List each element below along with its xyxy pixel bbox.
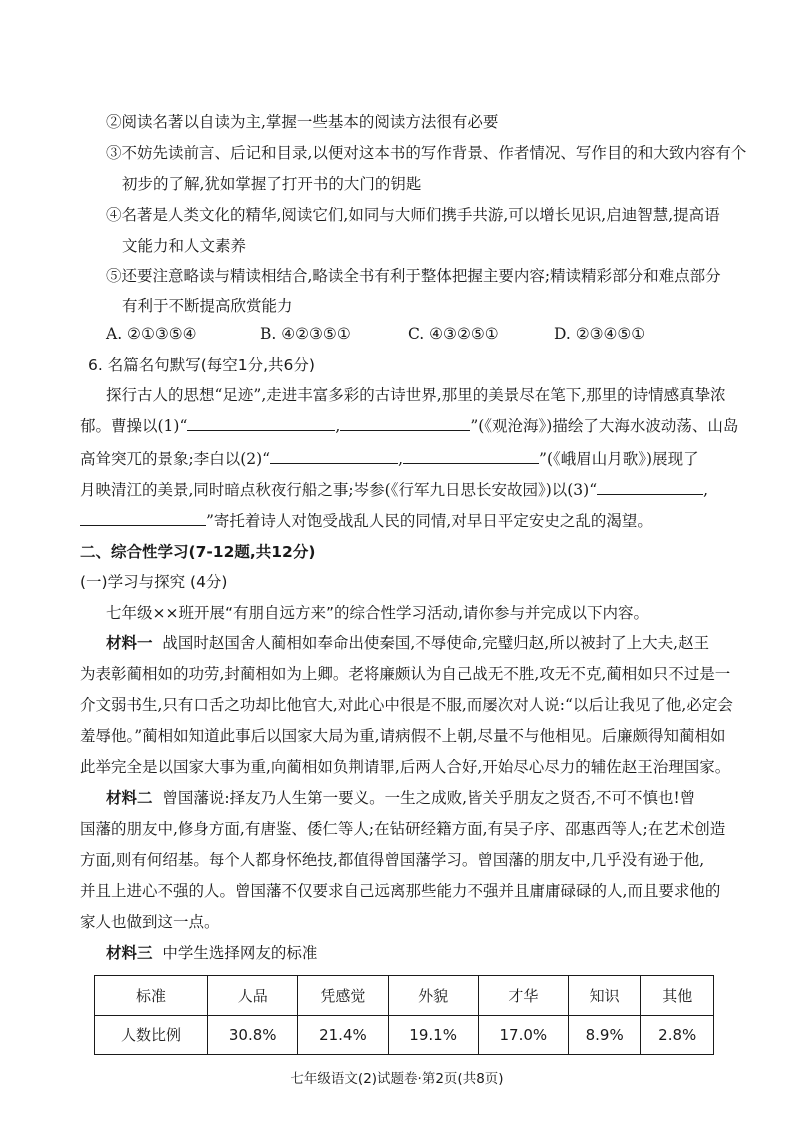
q6-comma: , (703, 481, 709, 499)
table-row (95, 1015, 714, 1055)
q5-item-4: ④名著是人类文化的精华,阅读它们,如同与大师们携手共游,可以增长见识,启迪智慧,提高语 (106, 206, 720, 224)
table-header-cell: 人品 (208, 976, 298, 1016)
q6-text: 郁。曹操以(1)“ (80, 417, 188, 435)
q6-text: 高耸突兀的景象;李白以(2)“ (80, 450, 271, 468)
table-row-label: 人数比例 (95, 1015, 208, 1055)
q6-text: 月映清江的美景,同时暗点秋夜行船之事;岑参(《行军九日思长安故园》)以(3)“ (80, 481, 598, 499)
material-3-heading (106, 943, 317, 963)
q5-item-5: ⑤还要注意略读与精读相结合,略读全书有利于整体把握主要内容;精读精彩部分和难点部分 (106, 267, 721, 285)
table-header-cell: 才华 (478, 976, 568, 1016)
q6-comma: , (398, 450, 404, 468)
option-b[interactable]: B. ④②③⑤① (260, 325, 351, 343)
q6-line-2 (80, 415, 738, 436)
q6-text: ”寄托着诗人对饱受战乱人民的同情,对早日平定安史之乱的渴望。 (206, 512, 653, 530)
q6-text: ”(《观沧海》)描绘了大海水波动荡、山岛 (470, 417, 739, 435)
table-header-row (95, 976, 714, 1016)
material-1-line-2: 为表彰蔺相如的功劳,封蔺相如为上卿。老将廉颇认为自己战无不胜,攻无不克,蔺相如只不过是一 (80, 665, 731, 683)
answer-blank-1b[interactable] (340, 415, 470, 431)
option-c[interactable]: C. ④③②⑤① (408, 325, 499, 343)
table-header-cell: 其他 (641, 976, 714, 1016)
material-2-line-3: 方面,则有何绍基。每个人都身怀绝技,都值得曾国藩学习。曾国藩的朋友中,几乎没有逊于他, (80, 851, 705, 869)
material-2-line-2: 国藩的朋友中,修身方面,有唐鉴、倭仁等人;在钻研经籍方面,有吴子序、邵惠西等人;在艺术创造 (80, 820, 726, 838)
material-1-line-5: 此举完全是以国家大事为重,向蔺相如负荆请罪,后两人合好,开始尽心尽力的辅佐赵王治理国家。 (80, 758, 731, 776)
q6-line-4 (80, 479, 708, 500)
q6-line-1: 探行古人的思想“足迹”,走进丰富多彩的古诗世界,那里的美景尽在笔下,那里的诗情感真挚浓 (106, 386, 726, 404)
q6-title: 6. 名篇名句默写(每空1分,共6分) (88, 356, 315, 374)
q5-item-5-cont: 有利于不断提高欣赏能力 (122, 297, 293, 315)
table-cell: 8.9% (568, 1015, 641, 1055)
material-3-label: 材料三 (106, 944, 153, 962)
material-3-title: 中学生选择网友的标准 (162, 944, 318, 962)
answer-blank-2b[interactable] (403, 448, 539, 464)
table-cell: 30.8% (208, 1015, 298, 1055)
section-intro: 七年级××班开展“有朋自远方来”的综合性学习活动,请你参与并完成以下内容。 (106, 604, 649, 622)
section-2-title: 二、综合性学习(7-12题,共12分) (80, 543, 316, 561)
material-2-label: 材料二 (106, 789, 153, 807)
q5-item-3-cont: 初步的了解,犹如掌握了打开书的大门的钥匙 (122, 175, 422, 193)
material-1-line-4: 羞辱他。”蔺相如知道此事后以国家大局为重,请病假不上朝,尽量不与他相见。后廉颇得知蔺相如 (80, 727, 726, 745)
table-header-cell: 外貌 (388, 976, 478, 1016)
material-2-line-5: 家人也做到这一点。 (80, 913, 220, 931)
material-2-line-1 (106, 788, 695, 808)
option-d[interactable]: D. ②③④⑤① (554, 325, 646, 343)
material-1-text: 战国时赵国舍人蔺相如奉命出使秦国,不辱使命,完璧归赵,所以被封了上大夫,赵王 (162, 634, 710, 652)
page-footer: 七年级语文(2)试题卷·第2页(共8页) (290, 1071, 504, 1087)
answer-blank-3b[interactable] (80, 510, 206, 526)
material-1-line-1 (106, 633, 709, 653)
standards-table (94, 975, 714, 1055)
table-header-cell: 知识 (568, 976, 641, 1016)
q6-text: ”(《峨眉山月歌》)展现了 (539, 450, 699, 468)
option-a[interactable]: A. ②①③⑤④ (106, 325, 197, 343)
q6-line-5 (80, 510, 653, 531)
material-1-line-3: 介文弱书生,只有口舌之功却比他官大,对此心中很是不服,而屡次对人说:“以后让我见了他,必定会 (80, 696, 733, 714)
table-header-cell: 标准 (95, 976, 208, 1016)
material-1-label: 材料一 (106, 634, 153, 652)
table-cell: 2.8% (641, 1015, 714, 1055)
answer-blank-2a[interactable] (270, 448, 398, 464)
answer-blank-1a[interactable] (187, 415, 335, 431)
table-cell: 17.0% (478, 1015, 568, 1055)
material-2-line-4: 并且上进心不强的人。曾国藩不仅要求自己远离那些能力不强并且庸庸碌碌的人,而且要求他的 (80, 882, 721, 900)
q5-item-2: ②阅读名著以自读为主,掌握一些基本的阅读方法很有必要 (106, 113, 499, 131)
answer-blank-3a[interactable] (597, 479, 703, 495)
table-cell: 21.4% (298, 1015, 388, 1055)
table-cell: 19.1% (388, 1015, 478, 1055)
q6-comma: , (335, 417, 341, 435)
q5-item-3: ③不妨先读前言、后记和目录,以便对这本书的写作背景、作者情况、写作目的和大致内容有个 (106, 144, 747, 162)
q5-item-4-cont: 文能力和人文素养 (122, 237, 247, 255)
subsection-title: (一)学习与探究 (4分) (80, 573, 228, 591)
table-header-cell: 凭感觉 (298, 976, 388, 1016)
q6-line-3 (80, 448, 699, 469)
material-2-text: 曾国藩说:择友乃人生第一要义。一生之成败,皆关乎朋友之贤否,不可不慎也!曾 (162, 789, 696, 807)
